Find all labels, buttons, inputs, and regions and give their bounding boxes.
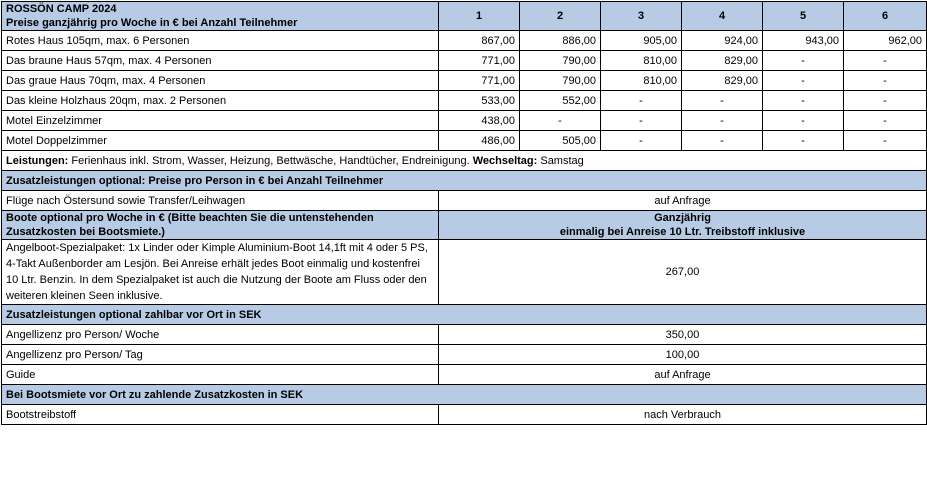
boat-costs-heading: Bei Bootsmiete vor Ort zu zahlende Zusatzkosten in SEK <box>2 385 927 405</box>
price-cell: 829,00 <box>682 71 763 91</box>
price-cell: - <box>844 71 927 91</box>
section-header-row <box>2 171 927 191</box>
column-header-1: 1 <box>439 2 520 31</box>
boat-package-description: Angelboot-Spezialpaket: 1x Linder oder Kimple Aluminium-Boot 14,1ft mit 4 oder 5 PS, 4-Takt Außenborder am Lesjön. Bei Anreise erhält jedes Boot einmalig und kostenfrei 10 Ltr. Benzin. In dem Spezialpaket ist auch die Nutzung der Boote am Fluss oder den weiteren kleinen Seen inklusive. <box>2 240 439 305</box>
price-table <box>1 1 927 425</box>
table-row <box>2 365 927 385</box>
price-cell: - <box>601 111 682 131</box>
row-label: Angellizenz pro Person/ Tag <box>2 345 439 365</box>
price-cell: 771,00 <box>439 51 520 71</box>
row-value: auf Anfrage <box>439 191 927 211</box>
price-cell: - <box>682 91 763 111</box>
boats-note <box>439 211 927 240</box>
boat-package-price: 267,00 <box>439 240 927 305</box>
price-cell: - <box>763 71 844 91</box>
section-header-row <box>2 305 927 325</box>
services-text: Ferienhaus inkl. Strom, Wasser, Heizung, Bettwäsche, Handtücher, Endreinigung. <box>68 154 473 167</box>
price-cell: 790,00 <box>520 71 601 91</box>
column-header-3: 3 <box>601 2 682 31</box>
price-cell: 505,00 <box>520 131 601 151</box>
price-cell: - <box>682 131 763 151</box>
services-label: Leistungen: <box>6 154 69 167</box>
row-label: Das kleine Holzhaus 20qm, max. 2 Personen <box>2 91 439 111</box>
price-cell: 552,00 <box>520 91 601 111</box>
boats-note-line-2: einmalig bei Anreise 10 Ltr. Treibstoff inklusive <box>559 226 806 238</box>
section-header-row <box>2 385 927 405</box>
row-label: Rotes Haus 105qm, max. 6 Personen <box>2 31 439 51</box>
title-line-2: Preise ganzjährig pro Woche in € bei Anzahl Teilnehmer <box>6 17 298 29</box>
row-value: 350,00 <box>439 325 927 345</box>
boats-heading: Boote optional pro Woche in € (Bitte beachten Sie die untenstehenden Zusatzkosten bei Bootsmiete.) <box>2 211 439 240</box>
price-cell: - <box>601 131 682 151</box>
price-cell: 886,00 <box>520 31 601 51</box>
price-cell: - <box>844 131 927 151</box>
price-cell: - <box>844 51 927 71</box>
table-row <box>2 51 927 71</box>
services-row <box>2 151 927 171</box>
price-cell: 533,00 <box>439 91 520 111</box>
column-header-6: 6 <box>844 2 927 31</box>
row-label: Das braune Haus 57qm, max. 4 Personen <box>2 51 439 71</box>
row-label: Guide <box>2 365 439 385</box>
row-value: auf Anfrage <box>439 365 927 385</box>
table-row <box>2 240 927 305</box>
column-header-2: 2 <box>520 2 601 31</box>
table-row <box>2 345 927 365</box>
price-cell: - <box>763 131 844 151</box>
price-cell: - <box>844 111 927 131</box>
price-cell: - <box>682 111 763 131</box>
table-row <box>2 111 927 131</box>
row-label: Motel Doppelzimmer <box>2 131 439 151</box>
price-cell: 829,00 <box>682 51 763 71</box>
price-cell: 943,00 <box>763 31 844 51</box>
price-cell: 962,00 <box>844 31 927 51</box>
section-header-row <box>2 211 927 240</box>
row-label: Flüge nach Östersund sowie Transfer/Leihwagen <box>2 191 439 211</box>
price-cell: - <box>763 91 844 111</box>
price-cell: 924,00 <box>682 31 763 51</box>
price-cell: 810,00 <box>601 51 682 71</box>
price-cell: 486,00 <box>439 131 520 151</box>
local-extras-heading: Zusatzleistungen optional zahlbar vor Ort in SEK <box>2 305 927 325</box>
table-row <box>2 71 927 91</box>
price-cell: 438,00 <box>439 111 520 131</box>
title-line-1: ROSSÖN CAMP 2024 <box>6 3 117 15</box>
price-cell: 790,00 <box>520 51 601 71</box>
table-row <box>2 131 927 151</box>
table-title <box>2 2 439 31</box>
header-row <box>2 2 927 31</box>
price-cell: - <box>763 51 844 71</box>
changeover-value: Samstag <box>537 154 584 167</box>
column-header-5: 5 <box>763 2 844 31</box>
row-label: Das graue Haus 70qm, max. 4 Personen <box>2 71 439 91</box>
price-cell: - <box>601 91 682 111</box>
table-row <box>2 405 927 425</box>
price-cell: 771,00 <box>439 71 520 91</box>
price-cell: - <box>763 111 844 131</box>
row-label: Motel Einzelzimmer <box>2 111 439 131</box>
table-row <box>2 325 927 345</box>
extras-heading: Zusatzleistungen optional: Preise pro Person in € bei Anzahl Teilnehmer <box>2 171 927 191</box>
price-cell: 905,00 <box>601 31 682 51</box>
row-value: 100,00 <box>439 345 927 365</box>
price-cell: 810,00 <box>601 71 682 91</box>
changeover-label: Wechseltag: <box>472 154 538 167</box>
price-cell: 867,00 <box>439 31 520 51</box>
price-cell: - <box>520 111 601 131</box>
table-row <box>2 31 927 51</box>
row-label: Angellizenz pro Person/ Woche <box>2 325 439 345</box>
boats-note-line-1: Ganzjährig <box>654 212 711 224</box>
row-value: nach Verbrauch <box>439 405 927 425</box>
table-row <box>2 91 927 111</box>
row-label: Bootstreibstoff <box>2 405 439 425</box>
price-cell: - <box>844 91 927 111</box>
column-header-4: 4 <box>682 2 763 31</box>
table-row <box>2 191 927 211</box>
services-cell <box>2 151 927 171</box>
